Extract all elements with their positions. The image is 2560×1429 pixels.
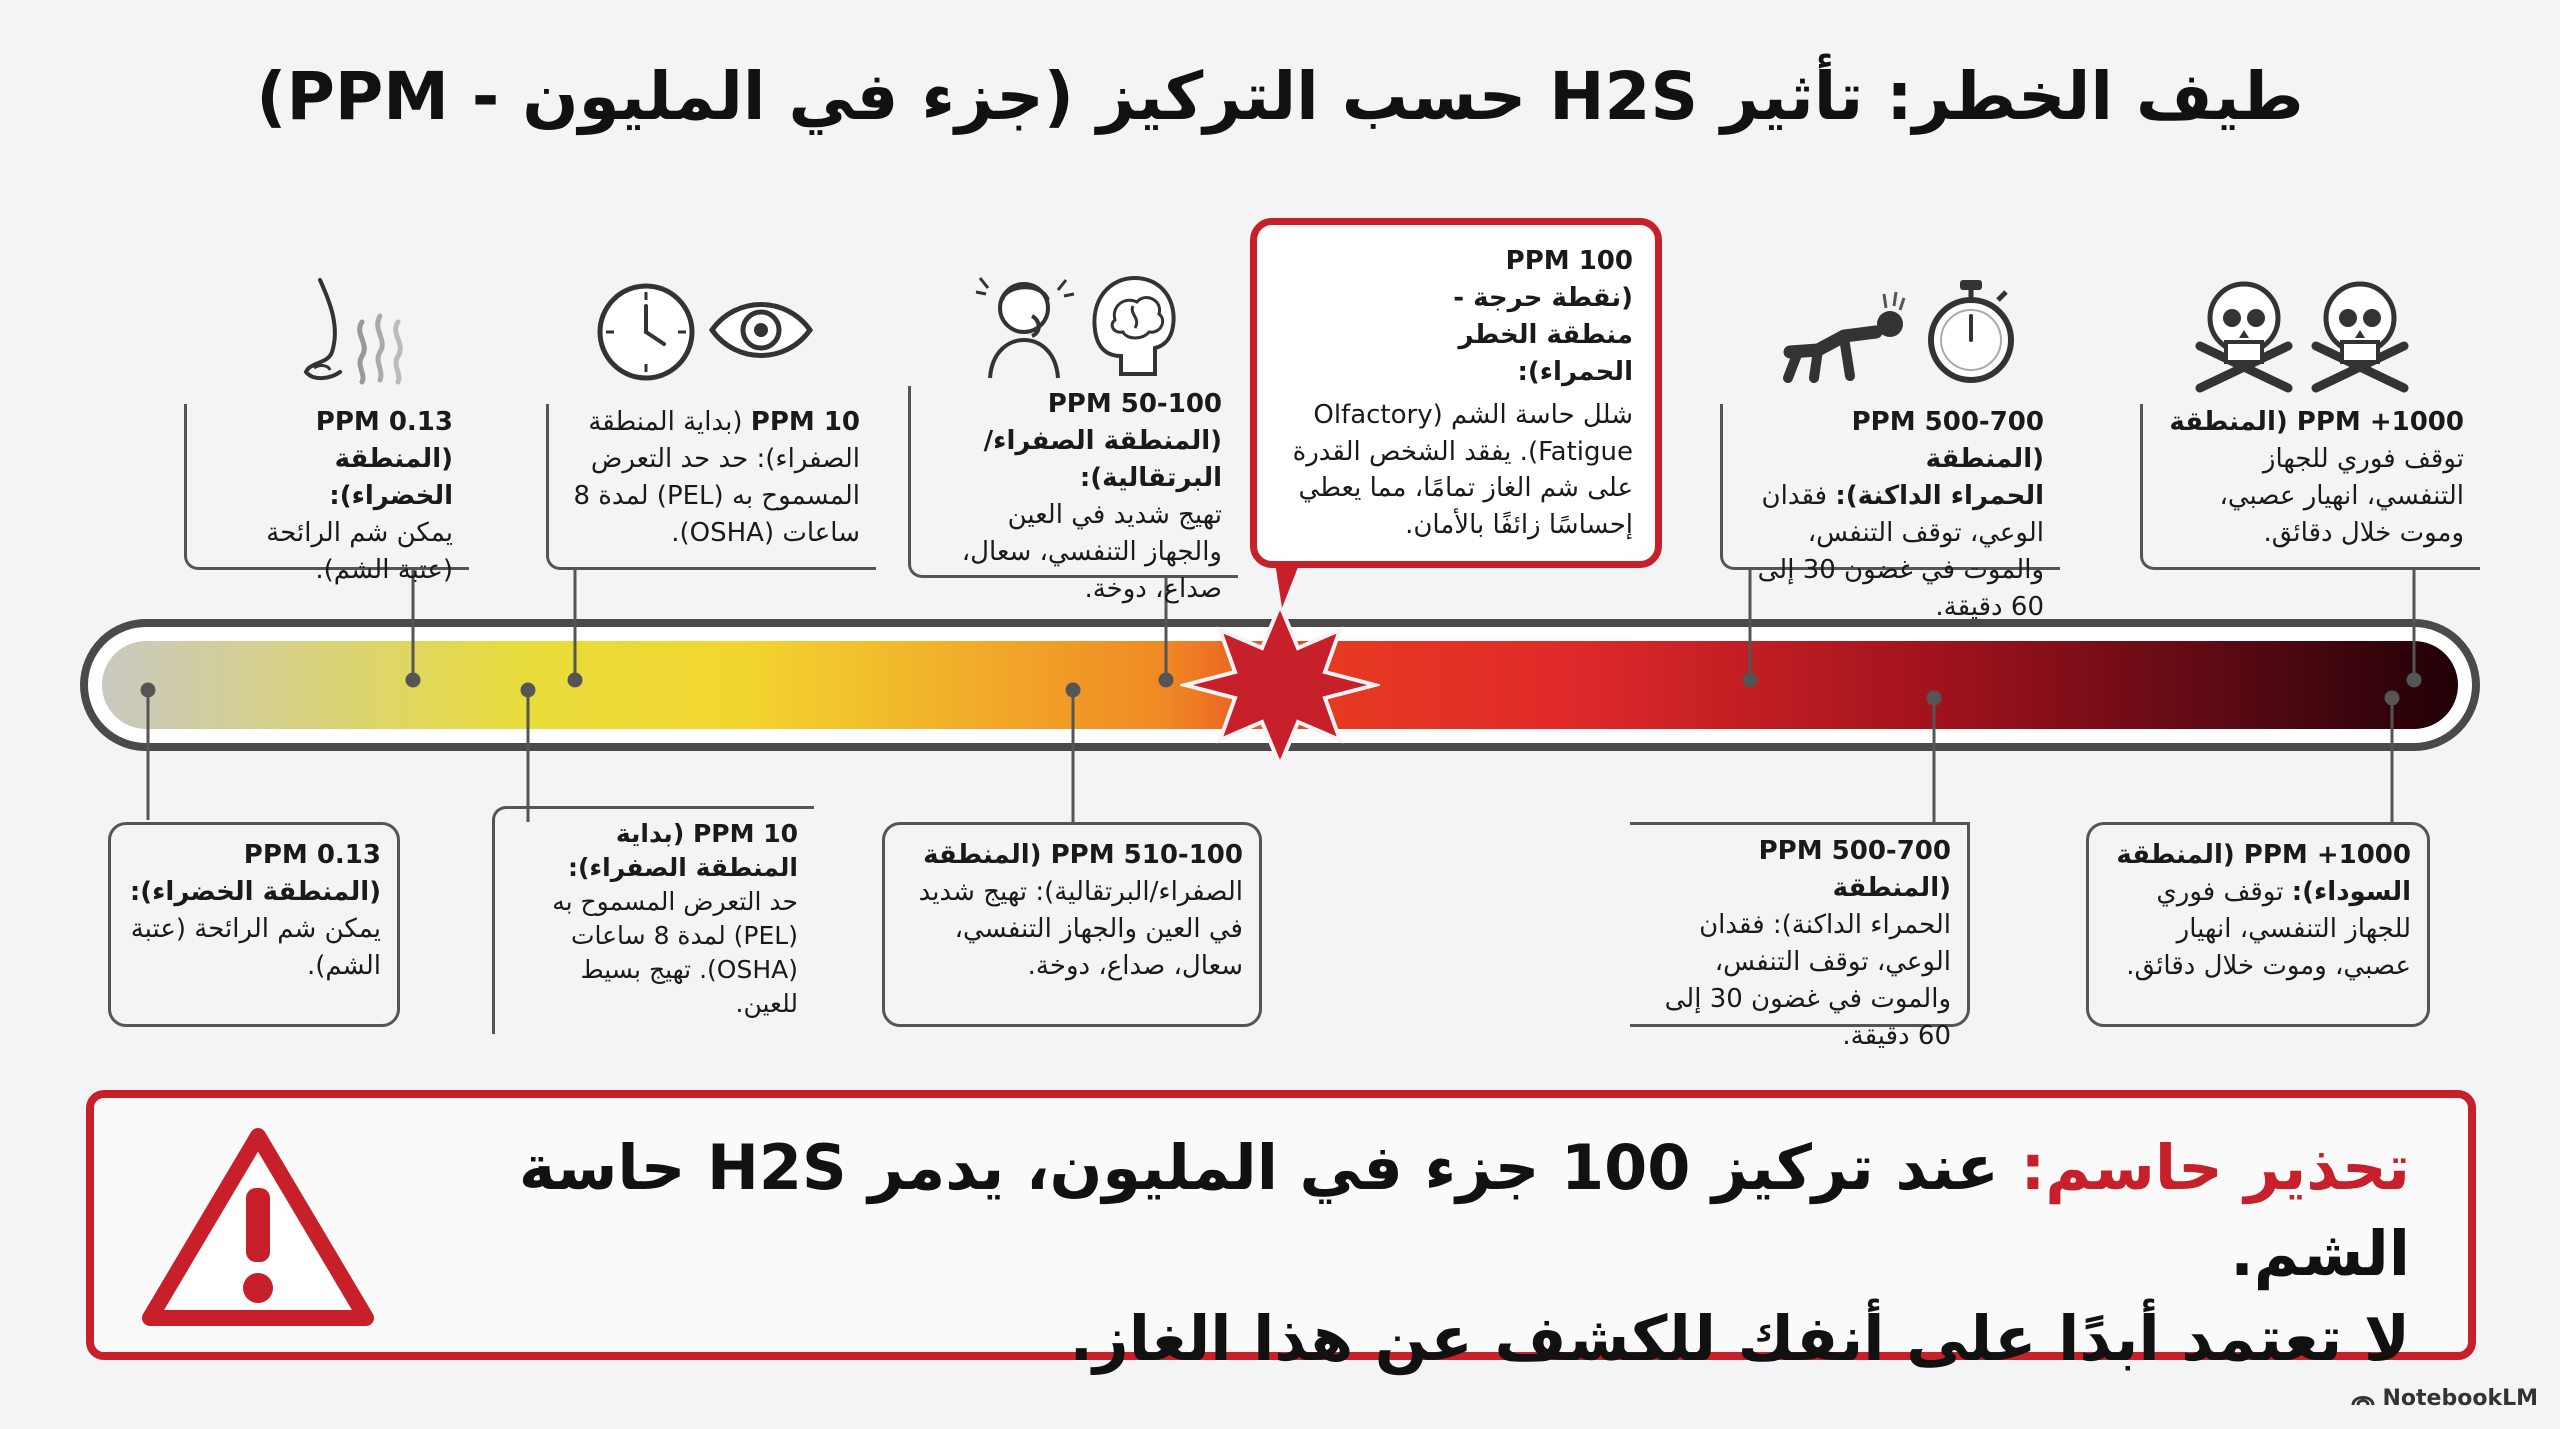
- bottom-card-head: 500-700 PPM (المنطقة: [1758, 836, 1951, 903]
- bottom-card-10ppm: [492, 806, 814, 1034]
- bottom-card-head: 10 PPM (بداية: [615, 819, 798, 848]
- brain-icon: [1085, 270, 1181, 380]
- critical-card-body: شلل حاسة الشم (Olfactory Fatigue). يفقد الشخص القدرة على شم الغاز تمامًا، مما يعطي إحساسًا زائفًا بالأمان.: [1292, 399, 1633, 541]
- bottom-card-500-700ppm: [1630, 822, 1970, 1051]
- brand-name: NotebookLM: [2382, 1386, 2538, 1411]
- top-card-body: توقف فوري للجهاز التنفسي، انهيار عصبي، وموت خلال دقائق.: [2219, 443, 2464, 548]
- top-card-zone: (المنطقة الصفراء/البرتقالية):: [983, 425, 1222, 493]
- nose-smell-icon: [280, 272, 420, 390]
- bottom-card-head: 510-100 PPM (المنطقة: [923, 840, 1243, 870]
- warning-line-2: لا تعتمد أبدًا على أنفك للكشف عن هذا الغاز.: [1069, 1302, 2410, 1376]
- bottom-card-head: 1000+ PPM (المنطقة: [2116, 840, 2411, 870]
- top-card-body: تهيج شديد في العين والجهاز التنفسي، سعال، صداع، دوخة.: [961, 499, 1222, 604]
- top-card-body: فقدان الوعي، توقف التنفس، والموت في غضون 30 إلى 60 دقيقة.: [1757, 480, 2044, 622]
- top-card-head: 1000+ PPM (المنطقة: [2169, 407, 2464, 437]
- page-title: طيف الخطر: تأثير H2S حسب التركيز (جزء في المليون - PPM): [256, 58, 2304, 135]
- top-card-500-700ppm: [1720, 404, 2060, 622]
- top-card-10ppm: [546, 404, 876, 570]
- critical-warning-text: [430, 1125, 2410, 1382]
- critical-card-head: 100 PPM (نقطة حرجة - منطقة الخطر الحمراء):: [1453, 246, 1633, 387]
- bottom-card-body: الحمراء الداكنة): فقدان الوعي، توقف التنفس، والموت في غضون 30 إلى 60 دقيقة.: [1664, 909, 1951, 1051]
- bottom-card-zone: السوداء):: [2291, 876, 2411, 907]
- stopwatch-icon: [1926, 276, 2016, 386]
- eye-icon: [706, 290, 816, 370]
- bottom-card-zone: المنطقة الصفراء):: [567, 853, 798, 882]
- bottom-card-zone: (المنطقة الخضراء):: [129, 876, 381, 907]
- top-card-head: 500-700 PPM (المنطقة: [1851, 407, 2044, 474]
- coughing-person-icon: [970, 270, 1082, 382]
- brand-watermark: [2351, 1386, 2538, 1411]
- bottom-card-head: 0.13 PPM: [243, 840, 381, 870]
- top-card-0-13ppm: [184, 404, 469, 585]
- top-card-head: 0.13 PPM: [315, 407, 453, 437]
- top-card-zone: الحمراء الداكنة):: [1835, 480, 2044, 511]
- bottom-card-body: حد التعرض المسموح به (PEL) لمدة 8 ساعات (OSHA). تهيج بسيط للعين.: [552, 887, 798, 1018]
- top-card-1000ppm: [2140, 404, 2480, 570]
- top-card-head: 10 PPM: [750, 407, 860, 437]
- warning-lead: تحذير حاسم:: [2020, 1131, 2410, 1204]
- top-card-body: (بداية المنطقة الصفراء): حد حد التعرض المسموح به (PEL) لمدة 8 ساعات (OSHA).: [573, 407, 860, 548]
- warning-triangle-icon: [138, 1122, 378, 1332]
- top-card-zone: (المنطقة الخضراء):: [329, 443, 453, 511]
- bottom-card-50-100ppm: [882, 822, 1262, 1027]
- skull-crossbones-icon: [2192, 276, 2420, 394]
- top-card-head: 50-100 PPM: [1047, 389, 1222, 419]
- bottom-card-body: يمكن شم الرائحة (عتبة الشم).: [130, 913, 381, 981]
- top-card-body: يمكن شم الرائحة (عتبة الشم).: [266, 517, 453, 585]
- top-card-50-100ppm: [908, 386, 1238, 604]
- warning-line-1: عند تركيز 100 جزء في المليون، يدمر H2S حاسة الشم.: [518, 1131, 2410, 1290]
- critical-card-100ppm: [1250, 218, 1662, 568]
- bottom-card-0-13ppm: [108, 822, 400, 1027]
- clock-icon: [594, 280, 698, 384]
- notebooklm-logo-icon: [2351, 1389, 2375, 1407]
- bottom-card-body: الصفراء/البرتقالية): تهيج شديد في العين والجهاز التنفسي، سعال، صداع، دوخة.: [918, 876, 1243, 981]
- collapsed-person-icon: [1778, 290, 1916, 386]
- bottom-card-1000ppm: [2086, 822, 2430, 1027]
- bottom-card-body: توقف فوري للجهاز التنفسي، انهيار عصبي، وموت خلال دقائق.: [2126, 876, 2411, 981]
